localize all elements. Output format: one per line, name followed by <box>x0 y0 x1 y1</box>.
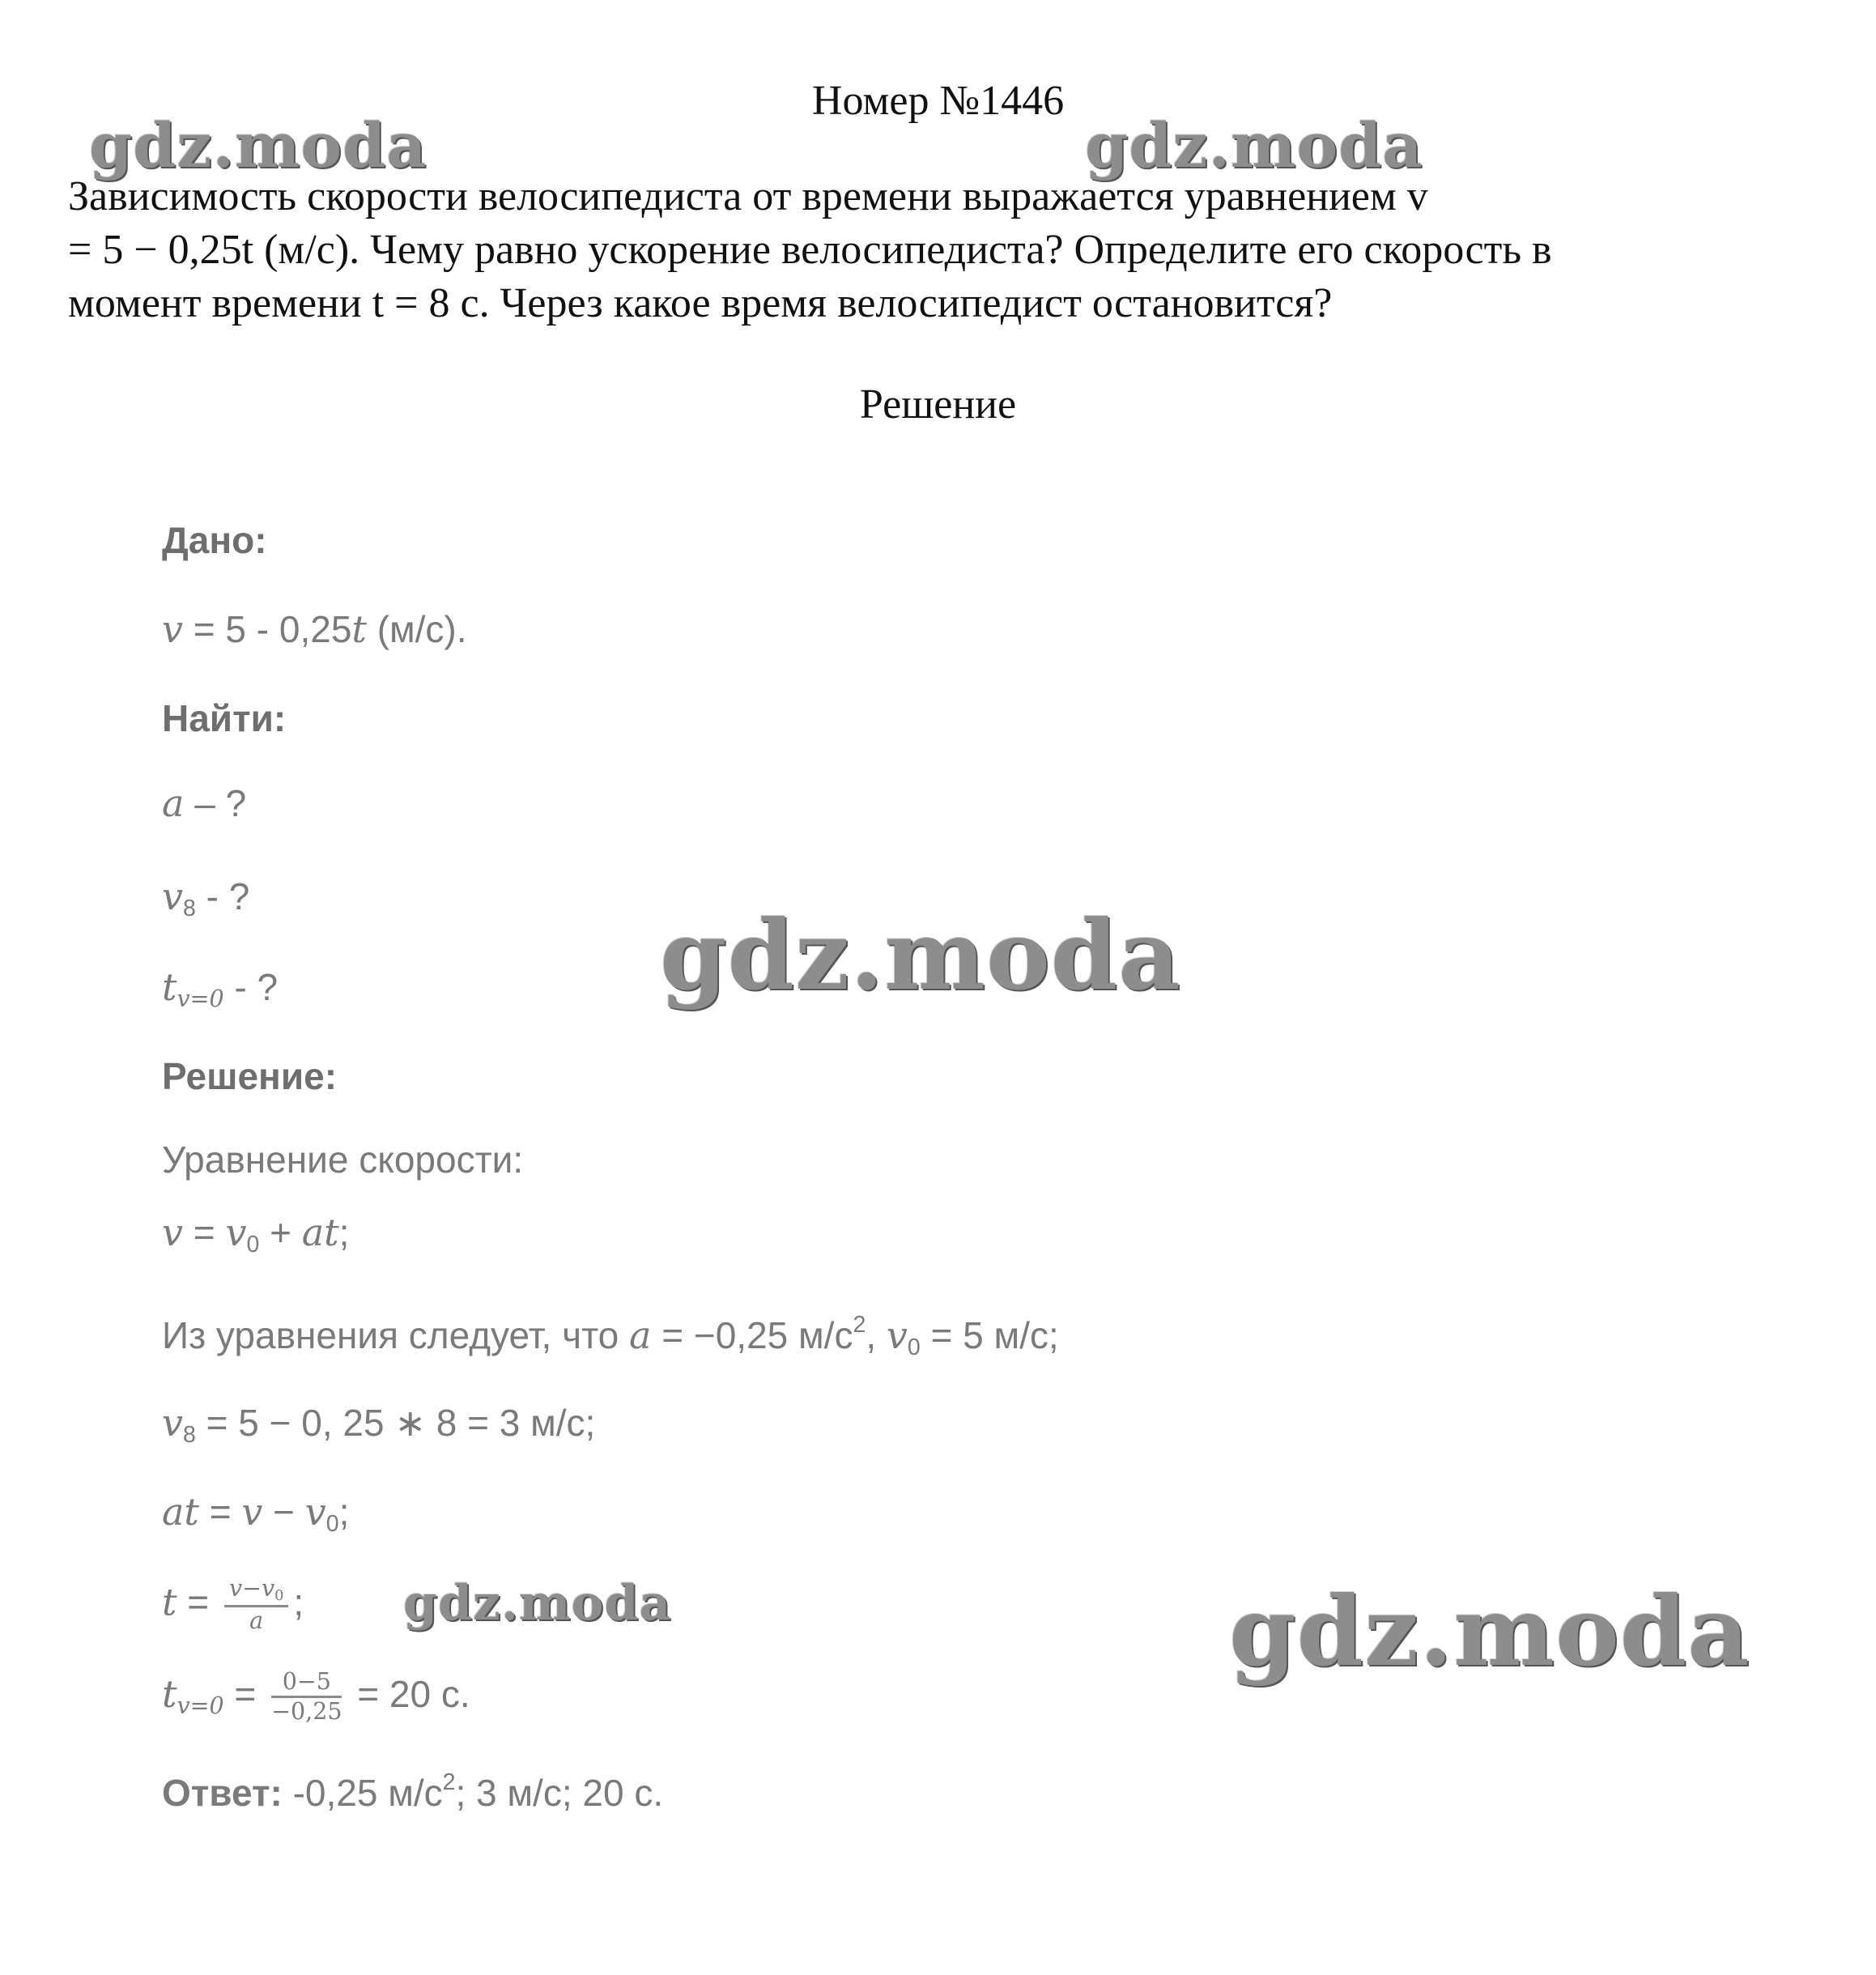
page-title: Номер №1446 <box>811 78 1065 124</box>
given-equation: v = 5 - 0,25t (м/с). <box>162 607 467 651</box>
fraction: $\frac{0-5}{-0,25}$ <box>271 1668 342 1726</box>
v8-calculation: $v_8 = 5 - 0$, 25 ∗ 8 = 3 м/с; <box>162 1401 596 1448</box>
find-velocity: $v_8$ - ? <box>162 875 250 922</box>
solution-label: Решение: <box>162 1055 338 1097</box>
velocity-equation: $v = v_0$ + at; <box>162 1211 350 1258</box>
t-result: $t_{v=0}$ = $\frac{0-5}{-0,25}$ = 20 с. <box>162 1668 470 1726</box>
watermark-logo: gdz.moda <box>403 1575 672 1632</box>
problem-line: = 5 − 0,25t (м/с). Чему равно ускорение велосипедиста? Определите его скорость в <box>68 227 1552 273</box>
velocity-equation-label: Уравнение скорости: <box>162 1139 524 1181</box>
problem-line: Зависимость скорости велосипедиста от времени выражается уравнением v <box>68 173 1428 219</box>
watermark-logo: gdz.moda <box>89 109 428 181</box>
find-time: $t_{v=0}$ - ? <box>162 965 279 1012</box>
fraction: $\frac{v-v_0}{a}$ <box>224 1575 288 1635</box>
watermark-logo: gdz.moda <box>1085 109 1423 181</box>
given-label: Дано: <box>162 519 267 561</box>
find-acceleration: a – ? <box>162 781 247 825</box>
at-equation: at = $v - v_0$; <box>162 1490 350 1537</box>
find-label: Найти: <box>162 697 287 739</box>
answer-line: Ответ: -0,25 $м/с^2$; 3 м/с; 20 с. <box>162 1769 664 1814</box>
t-formula: t = $\frac{v-v_0}{a}$ ; <box>162 1575 304 1635</box>
watermark-logo: gdz.moda <box>660 899 1181 1011</box>
problem-statement <box>68 170 1817 330</box>
solution-heading: Решение <box>859 381 1017 428</box>
watermark-logo: gdz.moda <box>1229 1575 1751 1688</box>
from-equation-line: Из уравнения следует, что a = −0,25 $м/с^2$, $v_0 = 5$ м/с; <box>162 1312 1059 1360</box>
problem-line: момент времени t = 8 с. Через какое время велосипедист остановится? <box>68 280 1333 326</box>
